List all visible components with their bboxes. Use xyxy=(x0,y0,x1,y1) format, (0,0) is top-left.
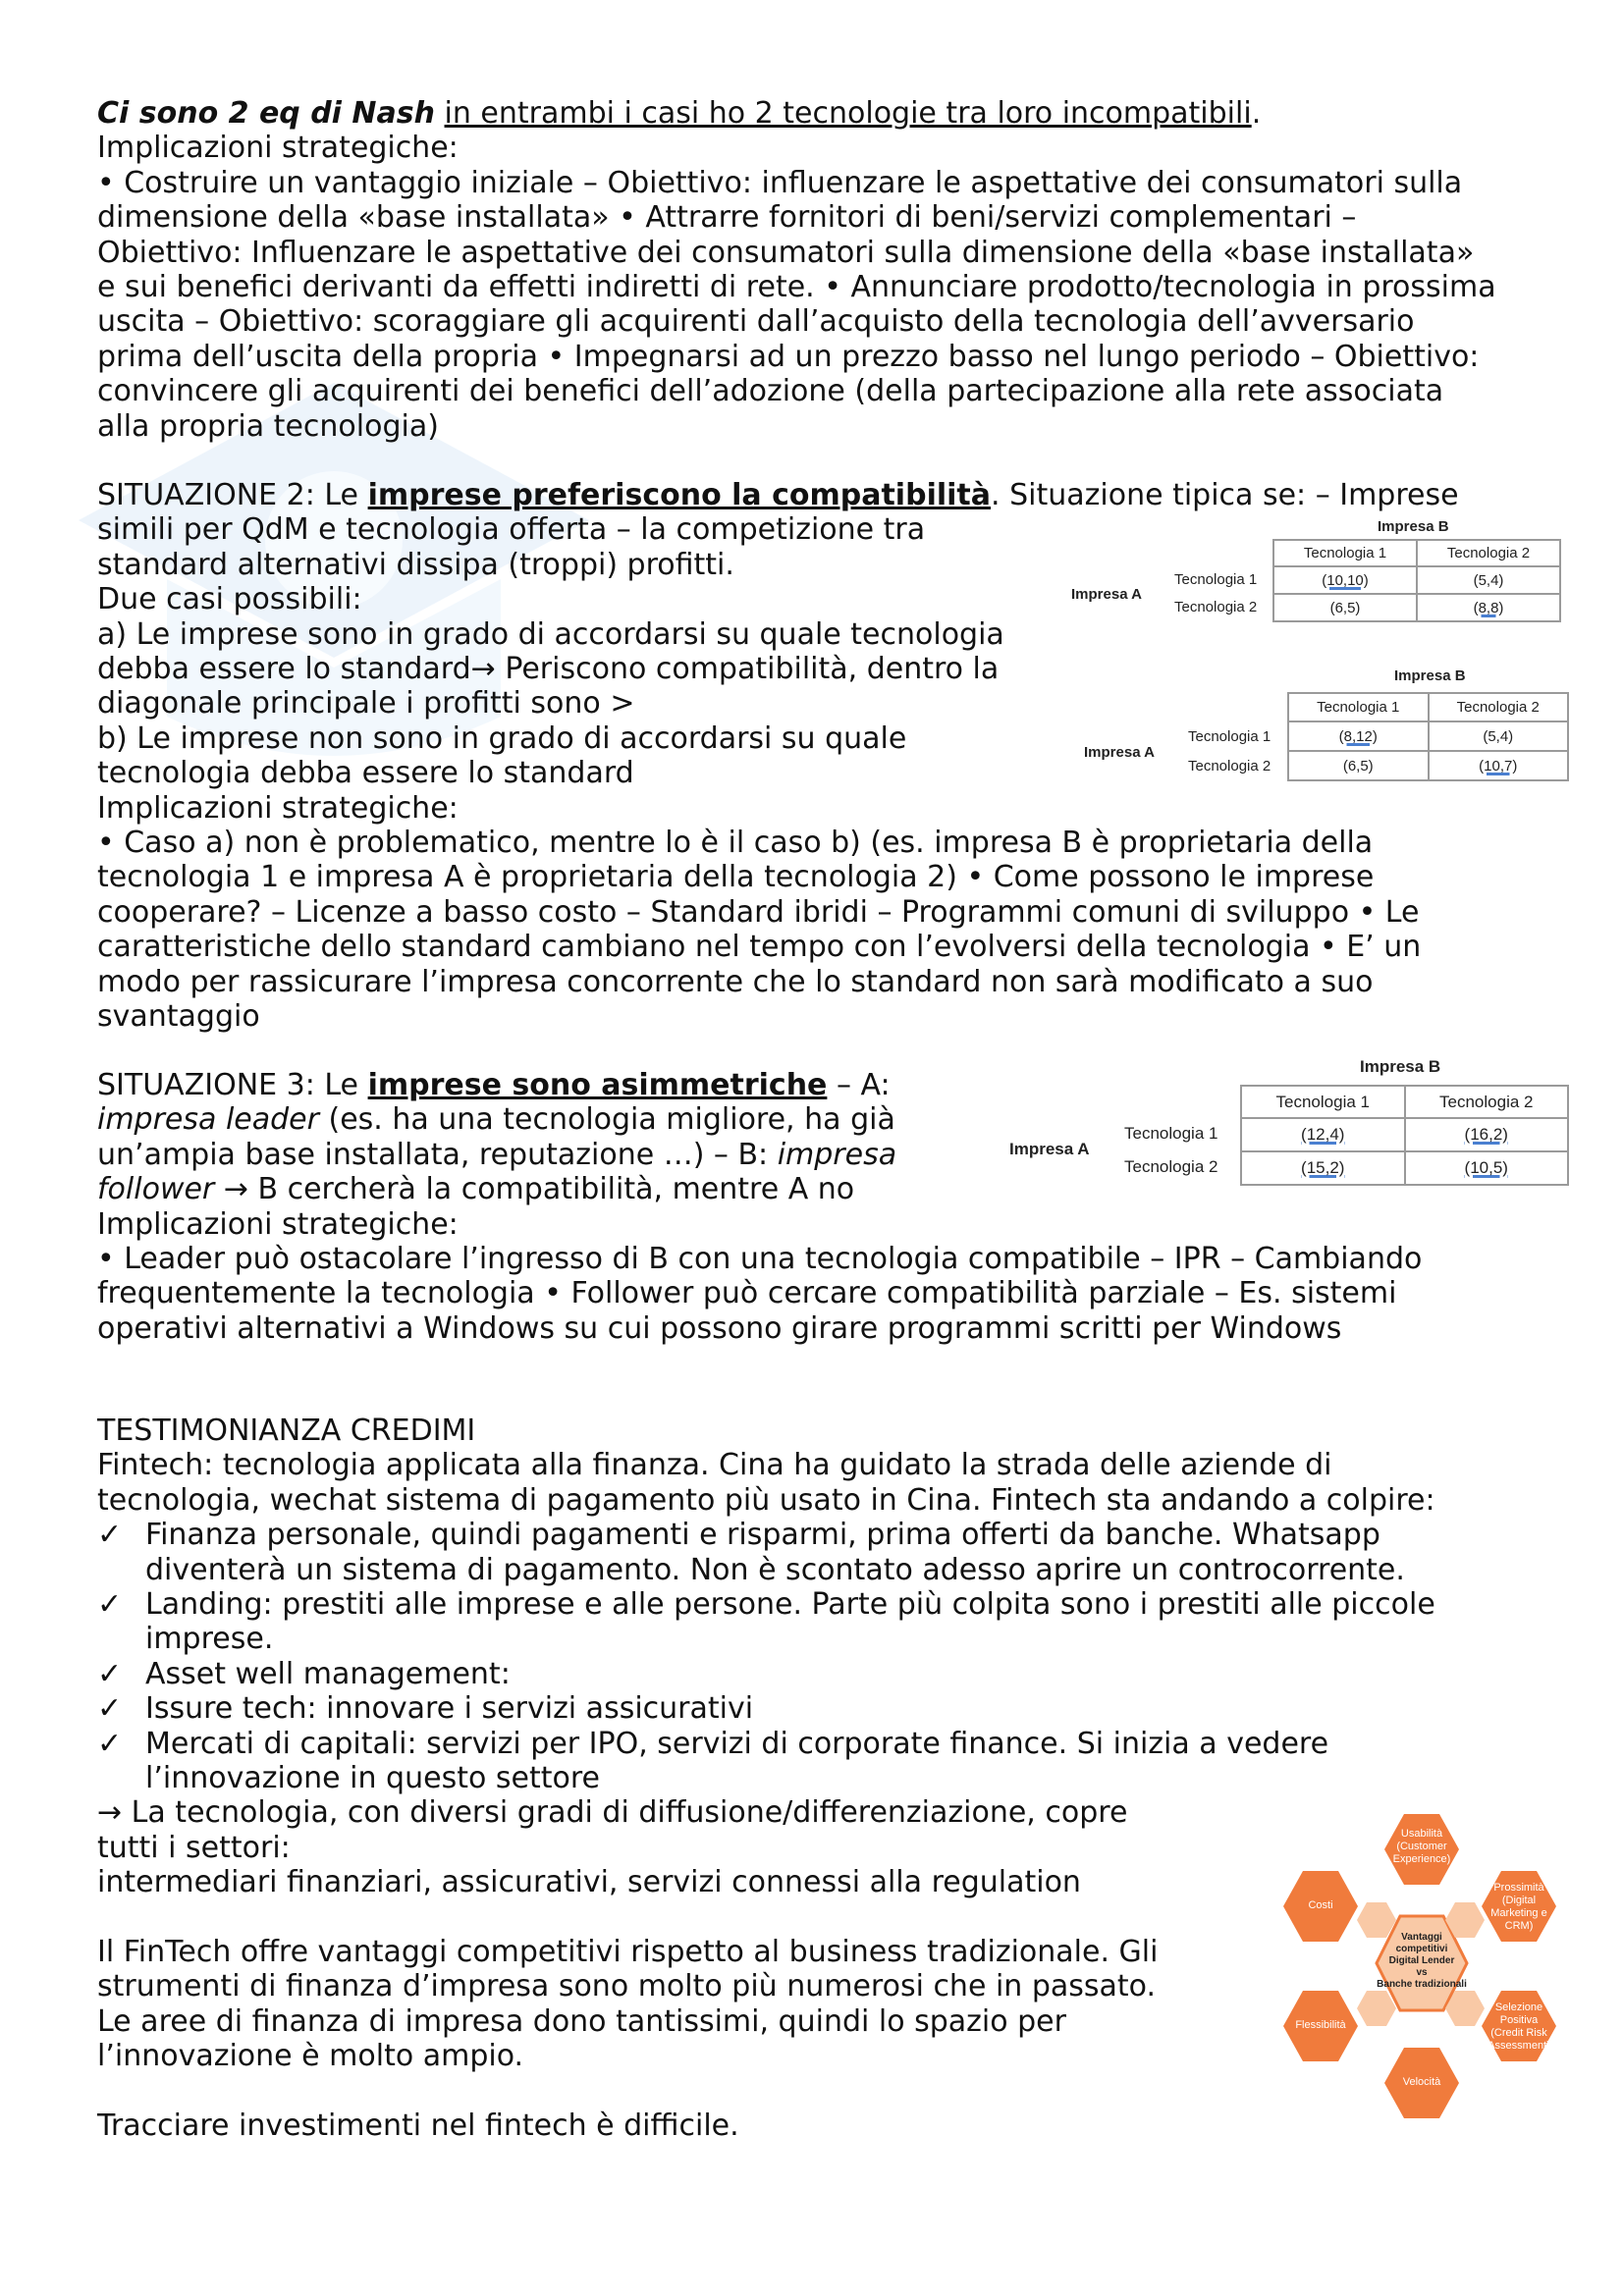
line: Asset well management: xyxy=(145,1656,511,1691)
leader-term: impresa leader xyxy=(97,1102,319,1138)
line-rest: → B cercherà la compatibilità, mentre A no xyxy=(214,1172,855,1207)
line: → La tecnologia, con diversi gradi di diffusione/differenziazione, copre xyxy=(97,1795,1128,1831)
payoff-value: (8,8) xyxy=(1473,599,1504,616)
label-line: Selezione xyxy=(1494,2002,1543,2013)
label-line: Marketing e xyxy=(1490,1907,1547,1919)
firm-b-label: Impresa B xyxy=(1360,1057,1441,1076)
line-start: un’ampia base installata, reputazione …) – B: xyxy=(97,1137,778,1172)
check-item xyxy=(97,1518,1435,1587)
line: debba essere lo standard→ Periscono compatibilità, dentro la xyxy=(97,652,1000,687)
label-line: (Credit Risk xyxy=(1490,2027,1547,2039)
line: imprese. xyxy=(145,1622,274,1657)
row-label: Tecnologia 2 xyxy=(1174,599,1258,615)
hex-bottom-label: Velocità xyxy=(1402,2076,1441,2088)
payoff-cell xyxy=(1429,751,1569,780)
payoff-value: (10,10) xyxy=(1322,571,1369,589)
line: caratteristiche dello standard cambiano nel tempo con l’evolversi della tecnologia • E’ un xyxy=(97,930,1422,965)
intro-block xyxy=(97,96,1496,444)
payoff-cell xyxy=(1417,594,1560,621)
line: tecnologia, wechat sistema di pagamento più usato in Cina. Fintech sta andando a colpire: xyxy=(97,1482,1435,1518)
label-line: Vantaggi xyxy=(1401,1932,1442,1943)
line: Fintech: tecnologia applicata alla finanza. Cina ha guidato la strada delle aziende di xyxy=(97,1448,1332,1483)
s3-heading: SITUAZIONE 3: Le xyxy=(97,1068,368,1102)
line: tecnologia 1 e impresa A è proprietaria della tecnologia 2) • Come possono le imprese xyxy=(97,860,1375,895)
check-icon: ✓ xyxy=(97,1518,123,1553)
hex-lower-left-label: Flessibilità xyxy=(1295,2019,1346,2031)
line: • Costruire un vantaggio iniziale – Obiettivo: influenzare le aspettative dei consumatori sulla xyxy=(97,165,1463,200)
line: b) Le imprese non sono in grado di accordarsi su quale xyxy=(97,721,907,756)
line: Implicazioni strategiche: xyxy=(97,1206,459,1242)
hex-center-label xyxy=(1377,1932,1467,1991)
line: tecnologia debba essere lo standard xyxy=(97,756,634,791)
line: convincere gli acquirenti dei benefici dell’adozione (della partecipazione alla rete associata xyxy=(97,374,1444,409)
line: modo per rassicurare l’impresa concorrente che lo standard non sarà modificato a suo xyxy=(97,964,1374,999)
line: cooperare? – Licenze a basso costo – Standard ibridi – Programmi comuni di sviluppo • Le xyxy=(97,894,1420,930)
s2-emphasis: imprese preferiscono la compatibilità xyxy=(367,478,992,512)
line: standard alternativi dissipa (troppi) profitti. xyxy=(97,547,734,582)
payoff-value: (15,2) xyxy=(1301,1158,1345,1177)
payoff-value: (12,4) xyxy=(1301,1125,1345,1144)
line: svantaggio xyxy=(97,999,260,1035)
col-header: Tecnologia 1 xyxy=(1288,693,1429,721)
line: Implicazioni strategiche: xyxy=(97,131,459,166)
label-line: (Customer xyxy=(1396,1841,1447,1852)
label-line: Prossimità xyxy=(1493,1882,1544,1894)
check-icon: ✓ xyxy=(97,1726,123,1761)
line: e sui benefici derivanti da effetti indiretti di rete. • Annunciare prodotto/tecnologia in prossima xyxy=(97,270,1496,305)
label-line: Digital Lender xyxy=(1388,1955,1455,1966)
col-header: Tecnologia 2 xyxy=(1405,1086,1569,1118)
payoff-cell xyxy=(1273,566,1417,594)
line: Il FinTech offre vantaggi competitivi rispetto al business tradizionale. Gli xyxy=(97,1935,1159,1970)
line: frequentemente la tecnologia • Follower può cercare compatibilità parziale – Es. sistemi xyxy=(97,1276,1397,1311)
line: Obiettivo: Influenzare le aspettative dei consumatori sulla dimensione della «base installata» xyxy=(97,235,1475,270)
line-rest: (es. ha una tecnologia migliore, ha già xyxy=(318,1102,895,1138)
payoff-cell: (5,4) xyxy=(1429,721,1569,751)
sep xyxy=(435,96,445,131)
nash-title: Ci sono 2 eq di Nash xyxy=(97,96,435,131)
firm-a-label: Impresa A xyxy=(1009,1140,1090,1158)
payoff-cell xyxy=(1288,721,1429,751)
line: Implicazioni strategiche: xyxy=(97,790,459,826)
payoff-grid xyxy=(1240,1085,1569,1186)
payoff-cell xyxy=(1405,1118,1569,1151)
row-label: Tecnologia 1 xyxy=(1124,1124,1218,1143)
line: Issure tech: innovare i servizi assicurativi xyxy=(145,1691,754,1727)
period: . xyxy=(1251,96,1262,131)
s2-heading-rest: . Situazione tipica se: – Imprese xyxy=(991,478,1459,512)
hex-lower-right-label xyxy=(1482,2002,1556,2053)
check-icon: ✓ xyxy=(97,1587,123,1623)
payoff-value: (10,7) xyxy=(1479,757,1518,774)
line: Mercati di capitali: servizi per IPO, servizi di corporate finance. Si inizia a vedere xyxy=(145,1726,1329,1761)
label-line: (Digital xyxy=(1501,1895,1537,1906)
line: Tracciare investimenti nel fintech è difficile. xyxy=(97,2109,739,2144)
payoff-table-2 xyxy=(1080,666,1576,783)
line: intermediari finanziari, assicurativi, servizi connessi alla regulation xyxy=(97,1865,1081,1900)
col-header: Tecnologia 2 xyxy=(1417,540,1560,566)
nash-underlined: in entrambi i casi ho 2 tecnologie tra loro incompatibili xyxy=(444,96,1252,131)
row-label: Tecnologia 1 xyxy=(1188,728,1271,745)
payoff-cell xyxy=(1405,1151,1569,1185)
check-item xyxy=(97,1587,1435,1657)
label-line: CRM) xyxy=(1504,1920,1534,1932)
s2-heading: SITUAZIONE 2: Le xyxy=(97,478,368,512)
firm-a-label: Impresa A xyxy=(1084,744,1155,761)
payoff-cell: (6,5) xyxy=(1273,594,1417,621)
line: uscita – Obiettivo: scoraggiare gli acquirenti dall’acquisto della tecnologia dell’avversario xyxy=(97,304,1415,340)
payoff-cell: (6,5) xyxy=(1288,751,1429,780)
row-label: Tecnologia 1 xyxy=(1174,571,1258,588)
check-item xyxy=(97,1727,1435,1796)
payoff-table-1 xyxy=(1068,515,1564,628)
testimonianza-heading: TESTIMONIANZA CREDIMI xyxy=(97,1414,476,1448)
line: a) Le imprese sono in grado di accordarsi su quale tecnologia xyxy=(97,616,1004,652)
hex-top-label xyxy=(1384,1828,1459,1866)
line: operativi alternativi a Windows su cui possono girare programmi scritti per Windows xyxy=(97,1310,1342,1346)
col-header: Tecnologia 2 xyxy=(1429,693,1569,721)
payoff-cell: (5,4) xyxy=(1417,566,1560,594)
line: prima dell’uscita della propria • Impegnarsi ad un prezzo basso nel lungo periodo – Obiettivo: xyxy=(97,339,1480,374)
payoff-value: (8,12) xyxy=(1338,727,1378,745)
col-header: Tecnologia 1 xyxy=(1241,1086,1405,1118)
payoff-grid xyxy=(1287,692,1569,781)
line: simili per QdM e tecnologia offerta – la competizione tra xyxy=(97,512,926,548)
label-line: Banche tradizionali xyxy=(1377,1979,1467,1990)
line: diventerà un sistema di pagamento. Non è scontato adesso aprire un controcorrente. xyxy=(145,1552,1405,1587)
row-label: Tecnologia 2 xyxy=(1188,758,1271,774)
fintech-advantages-diagram xyxy=(1223,1808,1616,2162)
line: alla propria tecnologia) xyxy=(97,408,439,444)
payoff-cell xyxy=(1241,1118,1405,1151)
line: Landing: prestiti alle imprese e alle persone. Parte più colpita sono i prestiti alle piccole xyxy=(145,1587,1435,1623)
check-item xyxy=(97,1657,1435,1691)
firm-b-label: Impresa B xyxy=(1378,518,1449,535)
label-line: competitivi xyxy=(1395,1944,1448,1954)
impresa-term: impresa xyxy=(777,1137,897,1172)
connector-hex xyxy=(1357,1991,1396,2026)
check-icon: ✓ xyxy=(97,1656,123,1691)
check-icon: ✓ xyxy=(97,1691,123,1727)
line: • Leader può ostacolare l’ingresso di B con una tecnologia compatibile – IPR – Cambiando xyxy=(97,1242,1423,1277)
row-label: Tecnologia 2 xyxy=(1124,1157,1218,1176)
label-line: vs xyxy=(1416,1967,1428,1978)
label-line: Experience) xyxy=(1392,1853,1451,1865)
payoff-value: (16,2) xyxy=(1464,1125,1508,1144)
s3-emphasis: imprese sono asimmetriche xyxy=(367,1068,828,1102)
line: l’innovazione è molto ampio. xyxy=(97,2039,524,2074)
check-item xyxy=(97,1691,1435,1726)
label-line: Assessment) xyxy=(1488,2040,1550,2052)
line: dimensione della «base installata» • Attrarre fornitori di beni/servizi complementari – xyxy=(97,200,1357,236)
follower-term: follower xyxy=(97,1172,215,1207)
line: Due casi possibili: xyxy=(97,582,362,617)
line: tutti i settori: xyxy=(97,1830,291,1865)
firm-a-label: Impresa A xyxy=(1071,586,1142,603)
hex-upper-left-label: Costi xyxy=(1308,1899,1333,1911)
hex-upper-right-label xyxy=(1482,1882,1556,1933)
line: diagonale principale i profitti sono > xyxy=(97,686,635,721)
payoff-cell xyxy=(1241,1151,1405,1185)
line: • Caso a) non è problematico, mentre lo è il caso b) (es. impresa B è proprietaria della xyxy=(97,826,1374,861)
payoff-grid xyxy=(1272,539,1561,622)
line: Le aree di finanza di impresa dono tantissimi, quindi lo spazio per xyxy=(97,2003,1066,2039)
label-line: Usabilità xyxy=(1400,1828,1443,1840)
line: l’innovazione in questo settore xyxy=(145,1761,600,1796)
payoff-table-3 xyxy=(1006,1055,1576,1193)
s3-heading-rest: – A: xyxy=(827,1068,891,1102)
label-line: Positiva xyxy=(1499,2014,1539,2026)
col-header: Tecnologia 1 xyxy=(1273,540,1417,566)
line: strumenti di finanza d’impresa sono molto più numerosi che in passato. xyxy=(97,1969,1157,2004)
payoff-value: (10,5) xyxy=(1464,1158,1508,1177)
firm-b-label: Impresa B xyxy=(1394,667,1466,684)
line: Finanza personale, quindi pagamenti e risparmi, prima offerti da banche. Whatsapp xyxy=(145,1518,1380,1553)
